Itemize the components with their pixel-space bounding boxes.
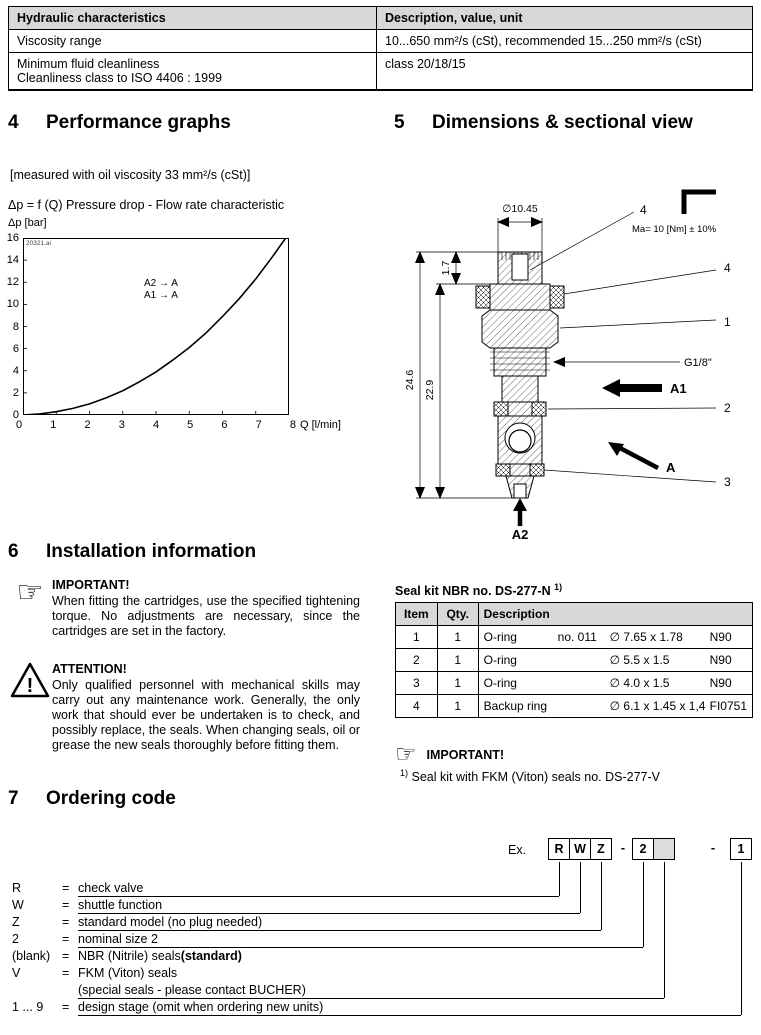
section-number: 4: [8, 112, 19, 133]
x-tick-label: 8: [289, 419, 296, 431]
col-header-description: Description: [478, 603, 752, 626]
y-tick-label: 2: [12, 386, 19, 399]
spec-value: class 20/18/15: [377, 53, 753, 91]
table-row: 4 1 Backup ring ∅ 6.1 x 1.45 x 1,4 FI0751: [396, 695, 753, 718]
table-header-row: [396, 603, 753, 626]
y-tick-label: 6: [12, 342, 19, 355]
section-number: 5: [394, 112, 405, 133]
section-number: 6: [8, 541, 19, 562]
y-tick-label: 16: [6, 232, 19, 244]
footnote-reference: 1): [554, 582, 563, 592]
x-tick-label: 4: [152, 419, 160, 431]
x-tick-label: 2: [84, 419, 91, 431]
hydraulic-characteristics-table: [8, 6, 753, 91]
allen-key-icon: [684, 192, 716, 214]
section-6-heading: [8, 541, 256, 563]
tightening-torque-label: Ma= 10 [Nm] ± 10%: [632, 224, 717, 235]
col-header-description: Description, value, unit: [377, 7, 753, 30]
chart-x-axis-title: Q [l/min]: [300, 419, 341, 431]
port-a1-label: A1: [670, 381, 687, 396]
thread-size-label: G1/8": [684, 357, 712, 369]
annotation-a2-a: A2 → A: [144, 278, 178, 289]
attention-note-block: [8, 662, 360, 753]
spec-name: Viscosity range: [9, 30, 377, 53]
svg-text:!: !: [26, 675, 34, 697]
spec-name: [9, 53, 377, 91]
section-title: Dimensions & sectional view: [432, 112, 693, 133]
diameter-dimension-label: ∅10.45: [502, 203, 538, 215]
callout-1-label: 1: [724, 315, 731, 329]
x-tick-label: 7: [255, 419, 262, 431]
chart-plot-area: [23, 238, 289, 415]
y-tick-label: 10: [6, 298, 19, 311]
connector-line: [580, 862, 581, 913]
sectional-view-drawing: [396, 180, 756, 542]
connector-line: [78, 896, 559, 897]
connector-line: [78, 1015, 741, 1016]
section-number: 7: [8, 788, 19, 809]
curve-annotation: [144, 278, 178, 302]
table-row: [9, 30, 753, 53]
seal-kit-table: [395, 602, 753, 718]
table-row: 1 1 O-ring no. 011 ∅ 7.65 x 1.78 N90: [396, 626, 753, 649]
x-tick-label: 0: [16, 419, 23, 431]
section-title: Performance graphs: [46, 112, 231, 133]
o-ring-3: [496, 464, 510, 476]
connector-line: [78, 930, 601, 931]
col-header-qty: Qty.: [437, 603, 478, 626]
spec-name-line2: Cleanliness class to ISO 4406 : 1999: [17, 71, 222, 85]
connector-line: [559, 862, 560, 896]
dim-1-7-label: 1.7: [440, 260, 452, 276]
code-box-z: Z: [590, 838, 612, 860]
y-tick-label: 8: [12, 320, 19, 333]
important-title: IMPORTANT!: [52, 578, 130, 592]
connector-line: [78, 947, 643, 948]
y-tick-label: 0: [12, 409, 19, 421]
plot-border: [24, 239, 289, 415]
seal-kit-title: Seal kit NBR no. DS-277-N $^{1)}$: [395, 582, 563, 599]
y-tick-label: 14: [6, 254, 19, 267]
code-separator: -: [620, 841, 626, 855]
important-note-block: [8, 578, 360, 639]
backup-ring-left: [476, 286, 490, 308]
footnote-marker: 1): [400, 768, 409, 778]
chart-subtitle: Δp = f (Q) Pressure drop - Flow rate characteristic: [8, 198, 285, 212]
section-title: Ordering code: [46, 788, 176, 809]
legend-row-design-stage: 1 ... 9 = design stage (omit when ordering new units): [12, 1000, 324, 1014]
spec-name-line1: Minimum fluid cleanliness: [17, 57, 160, 71]
legend-row-z: Z = standard model (no plug needed): [12, 915, 263, 929]
port-a-arrow: [620, 448, 658, 468]
code-separator: -: [710, 841, 716, 855]
callout-4b-label: 4: [724, 261, 731, 275]
x-tick-label: 3: [118, 419, 125, 431]
y-tick-label: 12: [6, 276, 19, 289]
example-label: Ex.: [508, 843, 527, 857]
table-header-row: [9, 7, 753, 30]
ordering-code-diagram: [8, 836, 756, 1031]
port-a2-label: A2: [511, 527, 529, 542]
attention-title: ATTENTION!: [52, 662, 127, 676]
section-5-heading: [394, 112, 693, 134]
seal-kit-important-block: [395, 740, 504, 770]
table-row: [9, 53, 753, 91]
connector-line: [741, 862, 742, 1015]
section-4-heading: [8, 112, 231, 134]
pointing-hand-icon: ☞: [16, 576, 44, 609]
col-header-characteristics: Hydraulic characteristics: [9, 7, 377, 30]
x-tick-label: 1: [50, 419, 57, 431]
x-axis-tick-labels: [16, 419, 296, 431]
col-header-item: Item: [396, 603, 438, 626]
connector-line: [78, 998, 664, 999]
code-box-w: W: [569, 838, 591, 860]
shuttle-ball: [509, 430, 531, 452]
connector-line: [664, 862, 665, 998]
port-a-label: A: [666, 460, 676, 475]
warning-triangle-icon: [8, 662, 52, 753]
important-title: IMPORTANT!: [426, 748, 505, 762]
measurement-note: [measured with oil viscosity 33 mm²/s (cSt)]: [10, 168, 251, 182]
pointing-hand-icon: ☞: [395, 741, 417, 768]
seal-kit-footnote: $^{1)}$ Seal kit with FKM (Viton) seals no. DS-277-V: [400, 768, 660, 785]
legend-row-v: V = FKM (Viton) seals: [12, 966, 178, 980]
code-box-seal: [653, 838, 675, 860]
attention-text: Only qualified personnel with mechanical skills may carry out any maintenance work. Generally, the only work that should ever be undertaken is to check, and possibly replace, the seals. When changing seals, oil or grease the new seals thoroughly before fitting them.: [52, 678, 360, 752]
section-title: Installation information: [46, 541, 257, 562]
legend-row-size: 2 = nominal size 2: [12, 932, 158, 946]
port-a1-arrow: [602, 379, 662, 397]
code-box-r: R: [548, 838, 570, 860]
y-tick-label: 4: [12, 364, 19, 377]
connector-line: [643, 862, 644, 947]
table-row: 3 1 O-ring ∅ 4.0 x 1.5 N90: [396, 672, 753, 695]
hex-body: [482, 310, 558, 348]
spec-value: 10...650 mm²/s (cSt), recommended 15...250 mm²/s (cSt): [377, 30, 753, 53]
chart-y-axis-title: Δp [bar]: [8, 217, 47, 229]
x-tick-label: 6: [221, 419, 228, 431]
dim-22-9-label: 22.9: [424, 379, 436, 401]
connector-line: [78, 913, 580, 914]
performance-chart: [4, 232, 354, 442]
legend-row-r: R = check valve: [12, 881, 144, 895]
legend-row-v-note: (special seals - please contact BUCHER): [78, 983, 306, 997]
callout-leader-lines: [530, 212, 716, 482]
y-axis-tick-labels: [4, 232, 19, 421]
section-7-heading: [8, 788, 176, 810]
code-box-size: 2: [632, 838, 654, 860]
connector-line: [601, 862, 602, 930]
legend-row-nbr: (blank) = NBR (Nitrile) seals (standard): [12, 949, 242, 963]
drawing-id-watermark: 20321.ai: [26, 240, 51, 247]
callout-4a-label: 4: [640, 203, 647, 217]
valve-cartridge-section: [476, 252, 564, 498]
dim-24-6-label: 24.6: [404, 369, 416, 391]
x-tick-label: 5: [187, 419, 194, 431]
callout-3-label: 3: [724, 475, 731, 489]
code-box-design-stage: 1: [730, 838, 752, 860]
callout-2-label: 2: [724, 401, 731, 415]
annotation-a1-a: A1 → A: [144, 290, 178, 301]
o-ring-2: [494, 402, 508, 416]
table-row: 2 1 O-ring ∅ 5.5 x 1.5 N90: [396, 649, 753, 672]
legend-row-w: W = shuttle function: [12, 898, 163, 912]
backup-ring-right: [550, 286, 564, 308]
important-text: When fitting the cartridges, use the specified tightening torque. No adjustments are necessary, since the cartridges are set in the factory.: [52, 594, 360, 638]
